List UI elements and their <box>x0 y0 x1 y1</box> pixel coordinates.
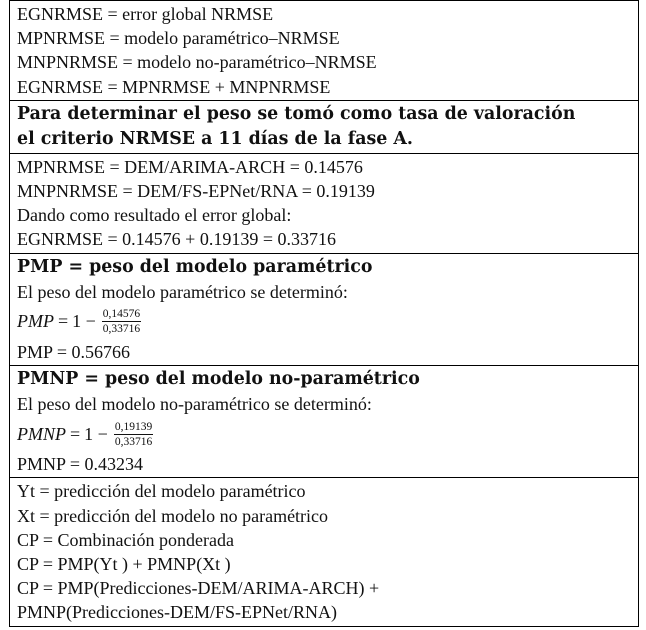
criterion-row <box>10 100 639 153</box>
definition-mpnrmse: MPNRMSE = modelo paramétrico–NRMSE <box>17 28 340 49</box>
pmp-result: PMP = 0.56766 <box>17 341 131 362</box>
combination-row <box>10 478 639 626</box>
pmp-cell <box>10 253 639 365</box>
combination-cell <box>10 478 639 626</box>
criterion-line-1: Para determinar el peso se tomó como tasa de valoración <box>17 103 576 124</box>
pmnp-cell <box>10 366 639 478</box>
definition-egnrmse: EGNRMSE = error global NRMSE <box>17 4 274 24</box>
pmnp-heading: PMNP = peso del modelo no-paramétrico <box>17 369 420 390</box>
combination-cp-expanded-2: PMNP(Predicciones-DEM/FS-EPNet/RNA) <box>17 602 337 623</box>
value-mnpnrmse: MNPNRMSE = DEM/FS-EPNet/RNA = 0.19139 <box>17 181 375 202</box>
pmp-fraction <box>102 308 141 335</box>
pmnp-fraction <box>114 421 153 448</box>
pmp-formula-eq: = <box>57 311 69 332</box>
definition-mnpnrmse: MNPNRMSE = modelo no-paramétrico–NRMSE <box>17 52 377 73</box>
criterion-cell <box>10 100 639 153</box>
pmnp-row <box>10 366 639 478</box>
pmnp-formula-var: PMNP <box>17 423 66 444</box>
definition-sum: EGNRMSE = MPNRMSE + MNPNRMSE <box>17 76 331 97</box>
combination-cp-def: CP = Combinación ponderada <box>17 529 234 550</box>
pmnp-fraction-denominator: 0,33716 <box>114 435 153 448</box>
combination-cp-expanded-1: CP = PMP(Predicciones-DEM/ARIMA-ARCH) + <box>17 578 380 599</box>
combination-yt: Yt = predicción del modelo paramétrico <box>17 481 306 502</box>
definitions-cell <box>10 1 639 101</box>
pmnp-fraction-numerator: 0,19139 <box>114 420 153 433</box>
pmp-heading: PMP = peso del modelo paramétrico <box>17 256 373 277</box>
values-row <box>10 153 639 253</box>
pmnp-formula-eq: = <box>70 423 81 444</box>
value-intro: Dando como resultado el error global: <box>17 205 292 226</box>
pmnp-result: PMNP = 0.43234 <box>17 454 144 475</box>
pmnp-text: El peso del modelo no-paramétrico se determinó: <box>17 394 372 415</box>
combination-cp-formula: CP = PMP(Yt ) + PMNP(Xt ) <box>17 554 231 575</box>
pmnp-formula <box>17 416 632 452</box>
values-cell <box>10 153 639 253</box>
pmp-formula-lhs: 1 − <box>72 311 96 332</box>
pmnp-formula-lhs: 1 − <box>84 423 108 444</box>
value-egnrmse: EGNRMSE = 0.14576 + 0.19139 = 0.33716 <box>17 229 336 250</box>
pmp-row <box>10 253 639 365</box>
weights-table <box>9 0 639 627</box>
pmp-text: El peso del modelo paramétrico se determinó: <box>17 281 348 302</box>
definitions-row <box>10 1 639 101</box>
combination-xt: Xt = predicción del modelo no paramétrico <box>17 505 329 526</box>
criterion-line-2: el criterio NRMSE a 11 días de la fase A. <box>17 128 413 149</box>
pmp-formula <box>17 304 632 340</box>
pmp-fraction-denominator: 0,33716 <box>102 323 141 336</box>
value-mpnrmse: MPNRMSE = DEM/ARIMA-ARCH = 0.14576 <box>17 156 363 177</box>
pmp-formula-var: PMP <box>17 311 54 332</box>
pmp-fraction-numerator: 0,14576 <box>102 308 141 321</box>
